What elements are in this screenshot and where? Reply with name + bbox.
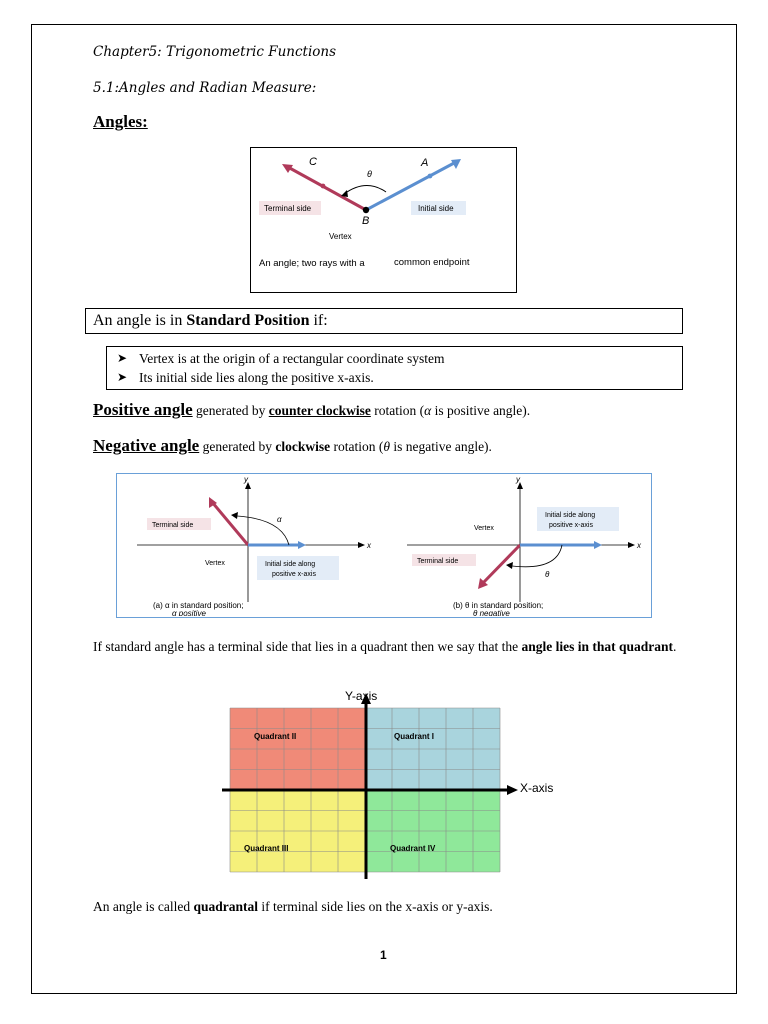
angle-arc xyxy=(344,185,386,194)
a-y-label: y xyxy=(244,475,248,484)
label-c: C xyxy=(309,156,317,168)
neg-text1: generated by xyxy=(199,439,276,454)
standard-position-conditions xyxy=(106,346,683,390)
quadrantal-definition xyxy=(93,899,493,915)
label-theta: θ xyxy=(367,169,372,179)
b-terminal-label: Terminal side xyxy=(417,558,459,565)
pos-text1: generated by xyxy=(192,403,269,418)
std-bold: Standard Position xyxy=(186,312,310,329)
quadrant-2-label: Quadrant II xyxy=(254,732,297,741)
b-initial-arrowhead xyxy=(594,541,602,549)
quadrant-figure xyxy=(218,687,578,884)
quadrantal-text2: if terminal side lies on the x-axis or y-axis. xyxy=(258,899,493,914)
a-initial-line1: Initial side along xyxy=(265,561,316,568)
std-suffix: if: xyxy=(309,312,328,329)
b-vertex-label: Vertex xyxy=(474,525,494,532)
quadrantal-bold: quadrantal xyxy=(193,899,258,914)
b-x-arrow xyxy=(628,542,635,548)
standard-position-diagram xyxy=(117,474,650,616)
angle-diagram xyxy=(251,148,516,292)
list-item xyxy=(117,368,682,387)
quadrant-diagram xyxy=(218,687,578,884)
quadrant-4-label: Quadrant IV xyxy=(390,844,436,853)
label-a: A xyxy=(421,157,429,169)
x-axis-arrow xyxy=(507,785,518,795)
a-arc-arrowhead xyxy=(231,512,238,519)
a-x-arrow xyxy=(358,542,365,548)
page-number: 1 xyxy=(380,948,387,962)
b-x-label: x xyxy=(637,541,641,550)
standard-position-box xyxy=(85,308,683,334)
arc-arrowhead xyxy=(341,190,348,197)
a-terminal-label: Terminal side xyxy=(152,522,194,529)
positive-angle-line xyxy=(93,400,530,420)
alpha-symbol: α xyxy=(424,403,432,418)
vertex-point xyxy=(363,207,369,213)
y-axis-label: Y-axis xyxy=(345,689,378,703)
a-x-label: x xyxy=(367,541,371,550)
b-theta: θ xyxy=(545,570,550,579)
a-terminal-ray xyxy=(212,502,248,545)
b-caption-line2: θ negative xyxy=(473,609,510,616)
quadrantal-text1: An angle is called xyxy=(93,899,194,914)
angle-definition-figure xyxy=(250,147,517,293)
b-arc-arrowhead xyxy=(506,562,513,569)
caption-part2: common endpoint xyxy=(394,257,470,268)
condition-text: Vertex is at the origin of a rectangular coordinate system xyxy=(139,351,445,366)
a-initial-arrowhead xyxy=(298,541,306,549)
terminal-side-label: Terminal side xyxy=(264,204,312,213)
b-arc xyxy=(512,545,562,567)
theta-symbol: θ xyxy=(383,439,390,454)
quadrant-paragraph xyxy=(93,636,683,657)
b-terminal-ray xyxy=(482,545,520,584)
section-title: 5.1:Angles and Radian Measure: xyxy=(93,80,317,96)
b-initial-line1: Initial side along xyxy=(545,512,596,519)
a-vertex-label: Vertex xyxy=(205,560,225,567)
pos-text2: rotation ( xyxy=(370,403,425,418)
x-axis-label: X-axis xyxy=(520,781,554,795)
b-y-label: y xyxy=(516,475,520,484)
a-initial-line2: positive x-axis xyxy=(272,571,316,578)
point-c xyxy=(321,184,326,189)
neg-bold: clockwise xyxy=(275,439,331,454)
negative-angle-term: Negative angle xyxy=(93,436,200,455)
angles-heading: Angles: xyxy=(93,112,148,131)
positive-angle-term: Positive angle xyxy=(93,400,193,419)
quadrant-para-text: If standard angle has a terminal side that lies in a quadrant then we say that the xyxy=(93,639,522,654)
quadrant-1-label: Quadrant I xyxy=(394,732,435,741)
list-item xyxy=(117,349,682,368)
arrow-bullet-icon: ➤ xyxy=(117,351,128,365)
a-alpha: α xyxy=(277,515,282,524)
chapter-title: Chapter5: Trigonometric Functions xyxy=(93,44,337,60)
neg-text2: rotation ( xyxy=(330,439,384,454)
b-caption-line1: (b) θ in standard position; xyxy=(453,601,544,610)
a-caption-line1: (a) α in standard position; xyxy=(153,601,244,610)
standard-position-figure xyxy=(116,473,652,618)
quadrant-para-bold: angle lies in that quadrant xyxy=(521,639,674,654)
negative-angle-line xyxy=(93,436,492,456)
point-a xyxy=(428,174,433,179)
pos-bold: counter clockwise xyxy=(268,403,371,418)
label-b: B xyxy=(362,215,370,227)
condition-text: Its initial side lies along the positive x-axis. xyxy=(139,370,374,385)
pos-text3: is positive angle). xyxy=(431,403,531,418)
vertex-label: Vertex xyxy=(329,232,352,241)
a-caption-line2: α positive xyxy=(172,609,206,616)
std-prefix: An angle is in xyxy=(93,312,187,329)
initial-side-label: Initial side xyxy=(418,204,454,213)
quadrant-3-label: Quadrant III xyxy=(244,844,289,853)
arrow-bullet-icon: ➤ xyxy=(117,370,128,384)
quadrant-para-end: . xyxy=(673,639,677,654)
caption-part1: An angle; two rays with a xyxy=(259,258,365,269)
b-initial-line2: positive x-axis xyxy=(549,522,593,529)
neg-text3: is negative angle). xyxy=(389,439,492,454)
